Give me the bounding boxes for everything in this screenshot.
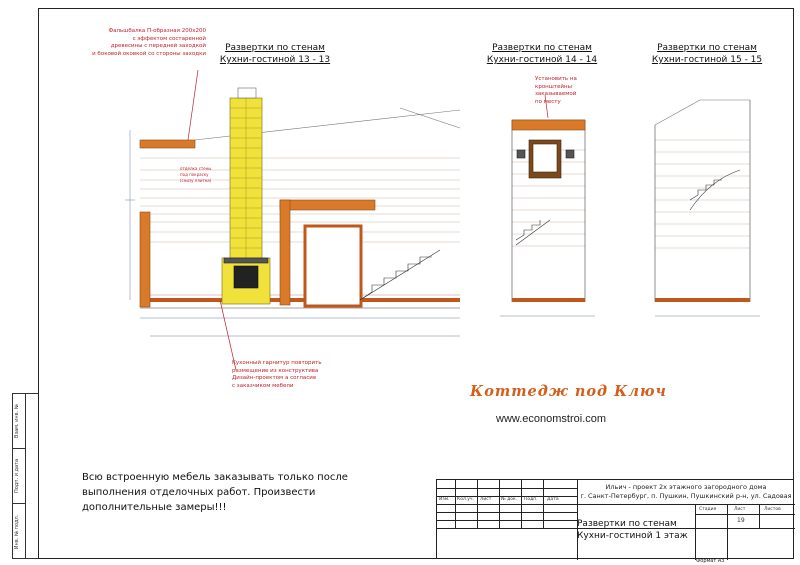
project-name: Ильич - проект 2х этажного загородного дома г. Санкт-Петербург, п. Пушкин, Пушкинский р-н, ул. Садовая: [580, 483, 792, 500]
callout-shelf: Установить на кронштейны заказываемой по месту: [535, 76, 577, 105]
furniture-note: Всю встроенную мебель заказывать только после выполнения отделочных работ. Произвести дополнительные замеры!!!: [82, 472, 348, 513]
elevation-14: [500, 95, 595, 316]
brand-title: Коттедж под Ключ: [470, 383, 667, 400]
title-block: Изм. Кол.уч. Лист № док. Подп. Дата Ильич - проект 2х этажного загородного дома г. Санкт-Петербург, п. Пушкин, Пушкинский р-н, ул. Садовая Развертки по стенам Кухни-гостиной 1 этаж Стадия Лист Листов 19: [436, 479, 794, 559]
elevation-title-14: Развертки по стенам Кухни-гостиной 14 - 14: [486, 43, 598, 65]
sheet-number: 19: [737, 517, 745, 524]
brick-chimney: [222, 98, 270, 304]
elevation-title-13: Развертки по стенам Кухни-гостиной 13 - 13: [219, 43, 331, 65]
side-cell: Взам. инв. №: [13, 394, 25, 449]
svg-text:отделка стены: отделка стены: [180, 166, 212, 171]
svg-text:под покраску: под покраску: [180, 172, 209, 177]
svg-text:(снизу плитка): (снизу плитка): [180, 178, 212, 183]
callout-fireplace: Кухонный гарнитур повторить размещение из конструктива Дизайн-проектом а согласие с заказчиком мебели: [232, 360, 322, 389]
elevation-15: [655, 100, 760, 316]
side-cell: Подп. и дата: [13, 449, 25, 504]
side-cell: Инв. № подл.: [14, 514, 20, 549]
callout-beam: Фальшбалка П-образная 200х200 с эффектом состаренной древесины с передней заходкой и боковой оковкой со стороны заходки: [92, 28, 206, 57]
website-link[interactable]: www.economstroi.com: [496, 413, 607, 425]
elevation-13: [125, 70, 460, 370]
sheet-title: Развертки по стенам Кухни-гостиной 1 этаж: [577, 519, 688, 541]
elevation-title-15: Развертки по стенам Кухни-гостиной 15 - 15: [651, 43, 763, 65]
format-label: Формат А3: [696, 558, 725, 564]
